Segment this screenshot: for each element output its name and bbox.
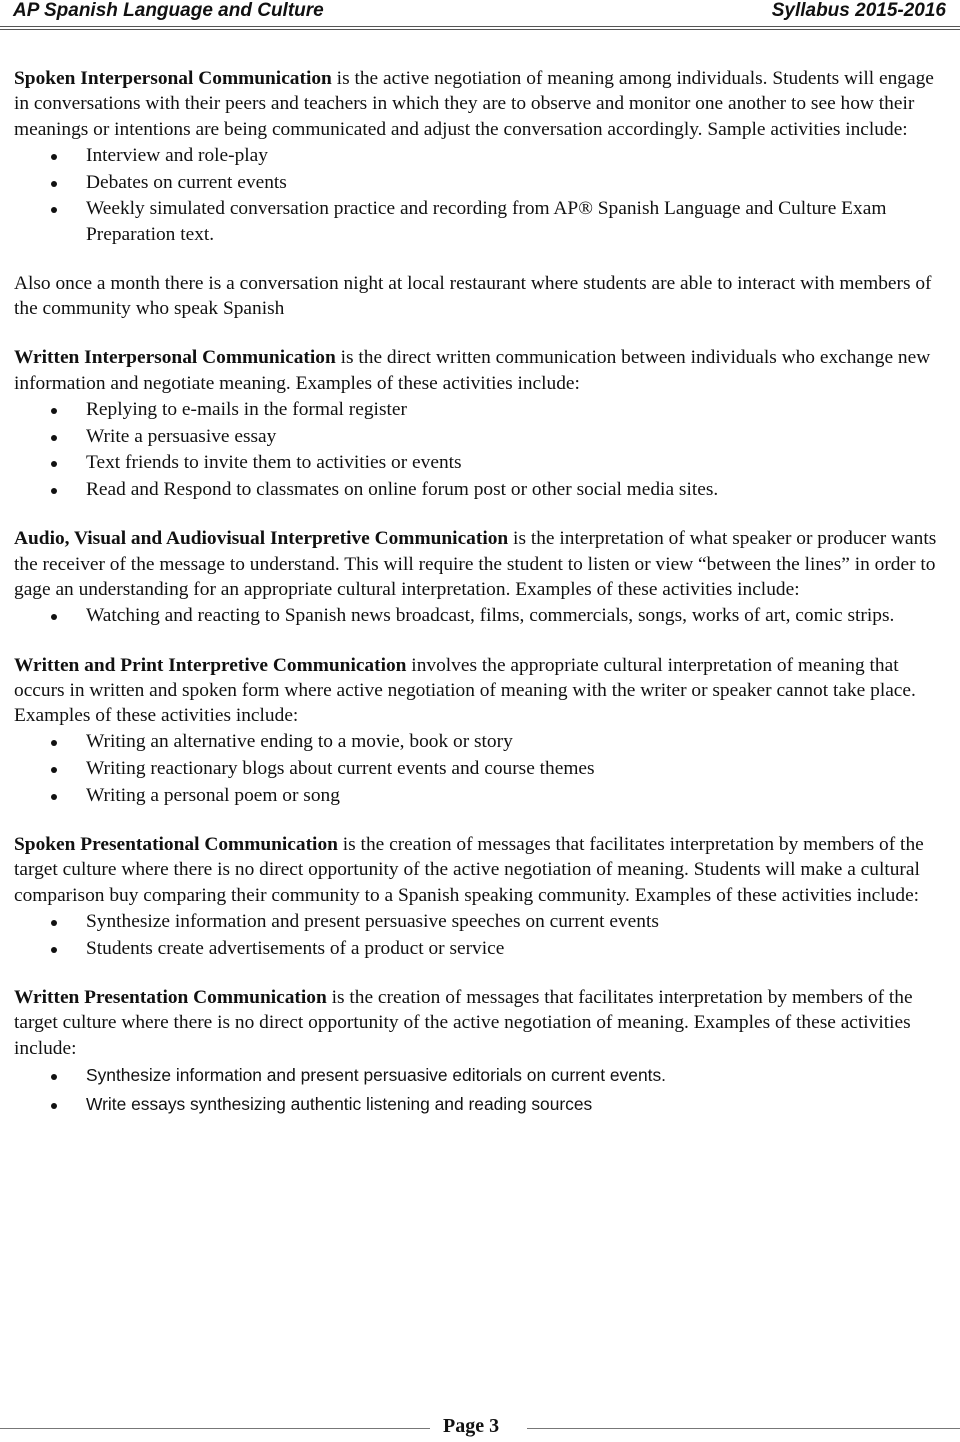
- list-item: Students create advertisements of a product or service: [14, 936, 946, 961]
- activity-list: [14, 397, 946, 502]
- page-footer: [0, 1414, 960, 1442]
- list-item: Weekly simulated conversation practice and recording from AP® Spanish Language and Culture Exam Preparation text.: [14, 196, 946, 247]
- list-item: Writing a personal poem or song: [14, 783, 946, 808]
- paragraph: [14, 985, 946, 1061]
- section-text: involves the appropriate cultural interpretation of meaning that occurs in written and spoken form where active negotiation of meaning with the writer or speaker cannot take place. Examples of these activities include:: [14, 654, 916, 727]
- paragraph: [14, 345, 946, 396]
- list-item: Read and Respond to classmates on online forum post or other social media sites.: [14, 477, 946, 502]
- section-term: Written Interpersonal Communication: [14, 347, 336, 369]
- list-item: Writing an alternative ending to a movie, book or story: [14, 729, 946, 754]
- section-term: Audio, Visual and Audiovisual Interpretive Communication: [14, 528, 509, 550]
- section-conversation-night: [14, 271, 946, 322]
- header-rule-bottom: [0, 29, 960, 30]
- page-number: Page 3: [443, 1415, 500, 1437]
- section-text: is the active negotiation of meaning among individuals. Students will engage in conversations with their peers and teachers in which they are to observe and monitor one another to see how their meanings or intentions are being communicated and adjust the conversation accordingly. Sample activities include:: [14, 68, 934, 140]
- paragraph: [14, 832, 946, 908]
- section-term: Spoken Presentational Communication: [14, 834, 338, 856]
- section-text: is the interpretation of what speaker or producer wants the receiver of the message to understand. This will require the student to listen or view “between the lines” in order to gage an understanding for an appropriate cultural interpretation. Examples of these activities include:: [14, 528, 937, 600]
- document-body: [14, 66, 946, 1142]
- section-text: is the creation of messages that facilitates interpretation by members of the target culture where there is no direct opportunity of the active negotiation of meaning. Examples of these activities include:: [14, 987, 913, 1059]
- section-spoken-interpersonal: [14, 66, 946, 247]
- list-item: Synthesize information and present persuasive speeches on current events: [14, 909, 946, 934]
- section-text: is the creation of messages that facilitates interpretation by members of the target culture where there is no direct opportunity of the active negotiation of meaning. Students will make a cultural comparison buy comparing their community to a Spanish speaking community. Examples of these activities include:: [14, 834, 924, 906]
- section-written-presentation: [14, 985, 946, 1118]
- list-item: Text friends to invite them to activities or events: [14, 450, 946, 475]
- list-item: Write a persuasive essay: [14, 424, 946, 449]
- list-item: Watching and reacting to Spanish news broadcast, films, commercials, songs, works of art, comic strips.: [14, 603, 946, 628]
- page-header: [0, 0, 960, 28]
- paragraph: [14, 653, 946, 729]
- list-item: Synthesize information and present persuasive editorials on current events.: [14, 1062, 946, 1090]
- list-item: Replying to e-mails in the formal register: [14, 397, 946, 422]
- header-syllabus-year: Syllabus 2015-2016: [771, 0, 946, 21]
- paragraph: [14, 526, 946, 602]
- paragraph: [14, 66, 946, 142]
- activity-list: [14, 909, 946, 961]
- section-written-print-interpretive: [14, 653, 946, 809]
- paragraph: Also once a month there is a conversation night at local restaurant where students are able to interact with members of the community who speak Spanish: [14, 272, 932, 320]
- list-item: Debates on current events: [14, 170, 946, 195]
- header-rule-top: [0, 26, 960, 27]
- section-term: Spoken Interpersonal Communication: [14, 68, 332, 89]
- activity-list: [14, 603, 946, 628]
- activity-list: [14, 143, 946, 247]
- section-written-interpersonal: [14, 345, 946, 502]
- list-item: Interview and role-play: [14, 143, 946, 168]
- activity-list: [14, 1062, 946, 1118]
- activity-list: [14, 729, 946, 808]
- list-item: Writing reactionary blogs about current events and course themes: [14, 756, 946, 781]
- section-term: Written and Print Interpretive Communication: [14, 654, 407, 676]
- section-audio-visual-interpretive: [14, 526, 946, 628]
- footer-rule-left: [0, 1428, 430, 1429]
- section-text: is the direct written communication between individuals who exchange new information and negotiate meaning. Examples of these activities include:: [14, 347, 931, 394]
- list-item: Write essays synthesizing authentic listening and reading sources: [14, 1091, 946, 1119]
- section-term: Written Presentation Communication: [14, 987, 327, 1009]
- header-course-title: AP Spanish Language and Culture: [13, 0, 324, 21]
- section-spoken-presentational: [14, 832, 946, 961]
- footer-rule-right: [527, 1428, 960, 1429]
